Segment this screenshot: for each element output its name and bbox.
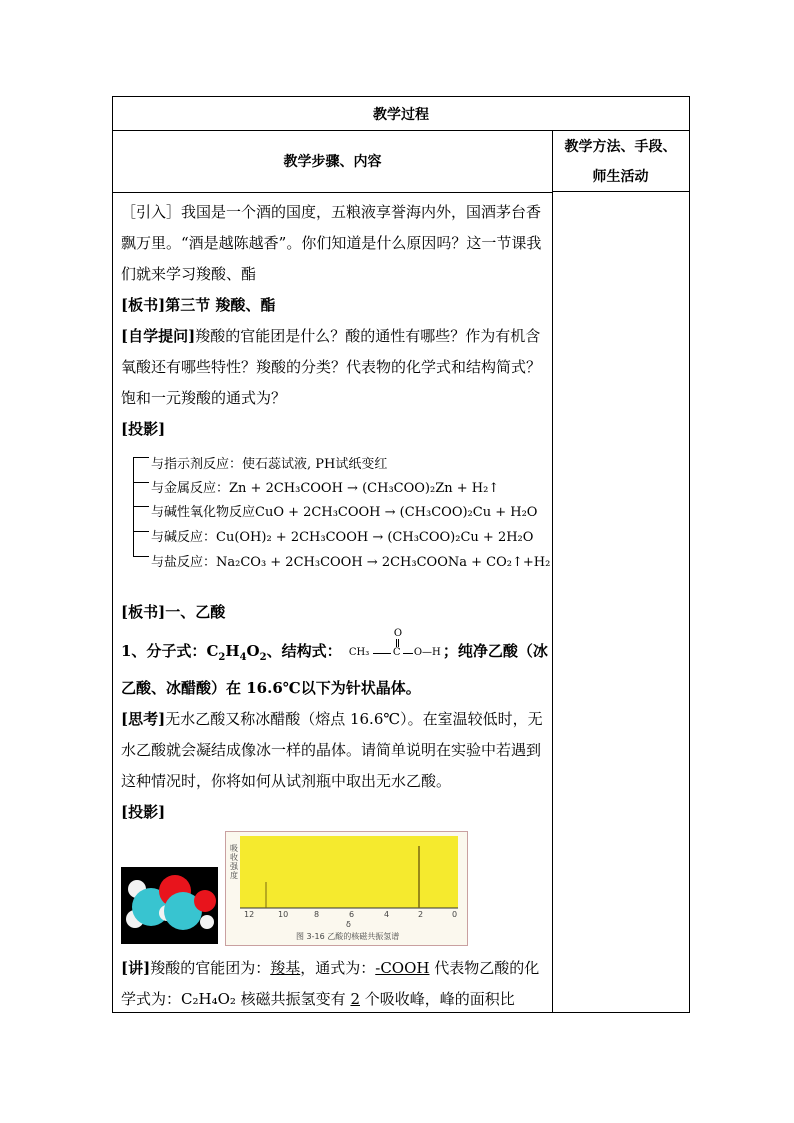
general-formula: -COOH [375,959,430,977]
question-tag: [自学提问] [121,327,196,345]
struct-o-top: O [393,628,403,639]
nmr-tick-6: 6 [349,910,355,919]
board-text: 一、乙酸 [165,603,226,621]
intro-paragraph: ［引入］我国是一个酒的国度，五粮液享誉海内外，国酒茅台香飘万里。“酒是越陈越香”。你们知道是什么原因吗？这一节课我们就来学习羧酸、酯 [121,203,542,283]
reaction-bracket [133,457,144,557]
board-text: 第三节 羧酸、酯 [165,296,276,314]
nmr-x-axis-label: δ [346,920,351,929]
lecture-tag: [讲] [121,959,151,977]
formula-prefix: 1、分子式： [121,642,207,660]
nmr-tick-4: 4 [384,910,390,919]
question-paragraph [121,321,549,414]
struct-ch3: CH₃ [348,647,370,658]
board-note-1 [121,290,549,321]
double-bond [396,639,399,647]
structural-formula [347,628,443,663]
nmr-tick-10: 10 [278,910,289,919]
reaction-indicator: 与指示剂反应：使石蕊试液, PH试纸变红 [151,457,388,472]
table-title: 教学过程 [113,97,689,131]
molecular-formula-paragraph: 1、分子式：$C_2H_4O_2$、结构式： O CH₃ C O—H ；纯净乙酸（冰乙酸、冰醋酸）在 16.6℃以下为针状晶体。 [121,628,548,697]
lecture-text: ，通式为： [300,959,376,977]
acetic-acid-molecule-model [121,867,218,944]
question-text: 羧酸的官能团是什么？酸的通性有哪些？作为有机含氧酸还有哪些特性？羧酸的分类？代表物的化学式和结构简式？饱和一元羧酸的通式为？ [121,327,542,407]
lecture-text: 代表物乙酸的化学式为：C₂H₄O₂ 核磁共振氢变有 [121,959,540,1008]
board-tag: [板书] [121,296,166,314]
bracket-tick [133,506,149,507]
nmr-caption: 图 3-16 乙酸的核磁共振氢谱 [296,932,400,941]
nmr-spectrum-figure [225,831,468,946]
nmr-tick-8: 8 [314,910,320,919]
bracket-tick [133,556,149,557]
peak-count: 2 [350,990,360,1008]
struct-c: C [392,647,401,658]
column-divider [552,192,553,1012]
lecture-text: 个吸收峰，峰的面积比 [359,990,515,1008]
think-paragraph [121,704,549,797]
column-header-methods-line1: 教学方法、手段、 [564,139,677,155]
column-header-methods [552,130,689,192]
formula-mid: 、结构式： [266,642,342,660]
projection-tag-1: [投影] [121,420,166,438]
board-note-2 [121,597,549,628]
lesson-table [112,96,690,1013]
reaction-diagram [121,449,551,570]
bond-line [373,653,391,654]
struct-oh: O—H [413,647,441,658]
bracket-tick [133,531,149,532]
column-header-steps: 教学步骤、内容 [113,130,553,193]
nmr-tick-12: 12 [244,910,255,919]
formula-suffix: ；纯净乙酸（冰乙酸、冰醋酸）在 16.6℃以下为针状晶体。 [121,642,548,697]
bracket-tick [133,482,149,483]
column-header-methods-line2: 师生活动 [592,169,649,185]
board-tag: [板书] [121,603,166,621]
projection-tag-2: [投影] [121,803,166,821]
functional-group: 羧基 [270,959,301,977]
lecture-text: 羧酸的官能团为： [150,959,271,977]
nmr-tick-0: 0 [452,910,458,919]
think-tag: [思考] [121,710,166,728]
reaction-metal: 与金属反应：Zn + 2CH₃COOH → (CH₃COO)₂Zn + H₂↑ [151,481,500,496]
bracket-tick [133,457,149,458]
reaction-basic-oxide: 与碱性氧化物反应CuO + 2CH₃COOH → (CH₃COO)₂Cu + H₂O [151,505,538,520]
nmr-y-axis-label: 吸收强度 [230,844,238,880]
lecture-paragraph [121,953,549,1015]
reaction-salt: 与盐反应：Na₂CO₃ + 2CH₃COOH → 2CH₃COONa + CO₂↑+H₂ [151,555,551,570]
reaction-base: 与碱反应：Cu(OH)₂ + 2CH₃COOH → (CH₃COO)₂Cu + 2H₂O [151,530,534,545]
nmr-tick-2: 2 [418,910,424,919]
think-text: 无水乙酸又称冰醋酸（熔点 16.6℃）。在室温较低时，无水乙酸就会凝结成像冰一样的晶体。请简单说明在实验中若遇到这种情况时，你将如何从试剂瓶中取出无水乙酸。 [121,710,543,790]
bond-line [403,653,413,654]
